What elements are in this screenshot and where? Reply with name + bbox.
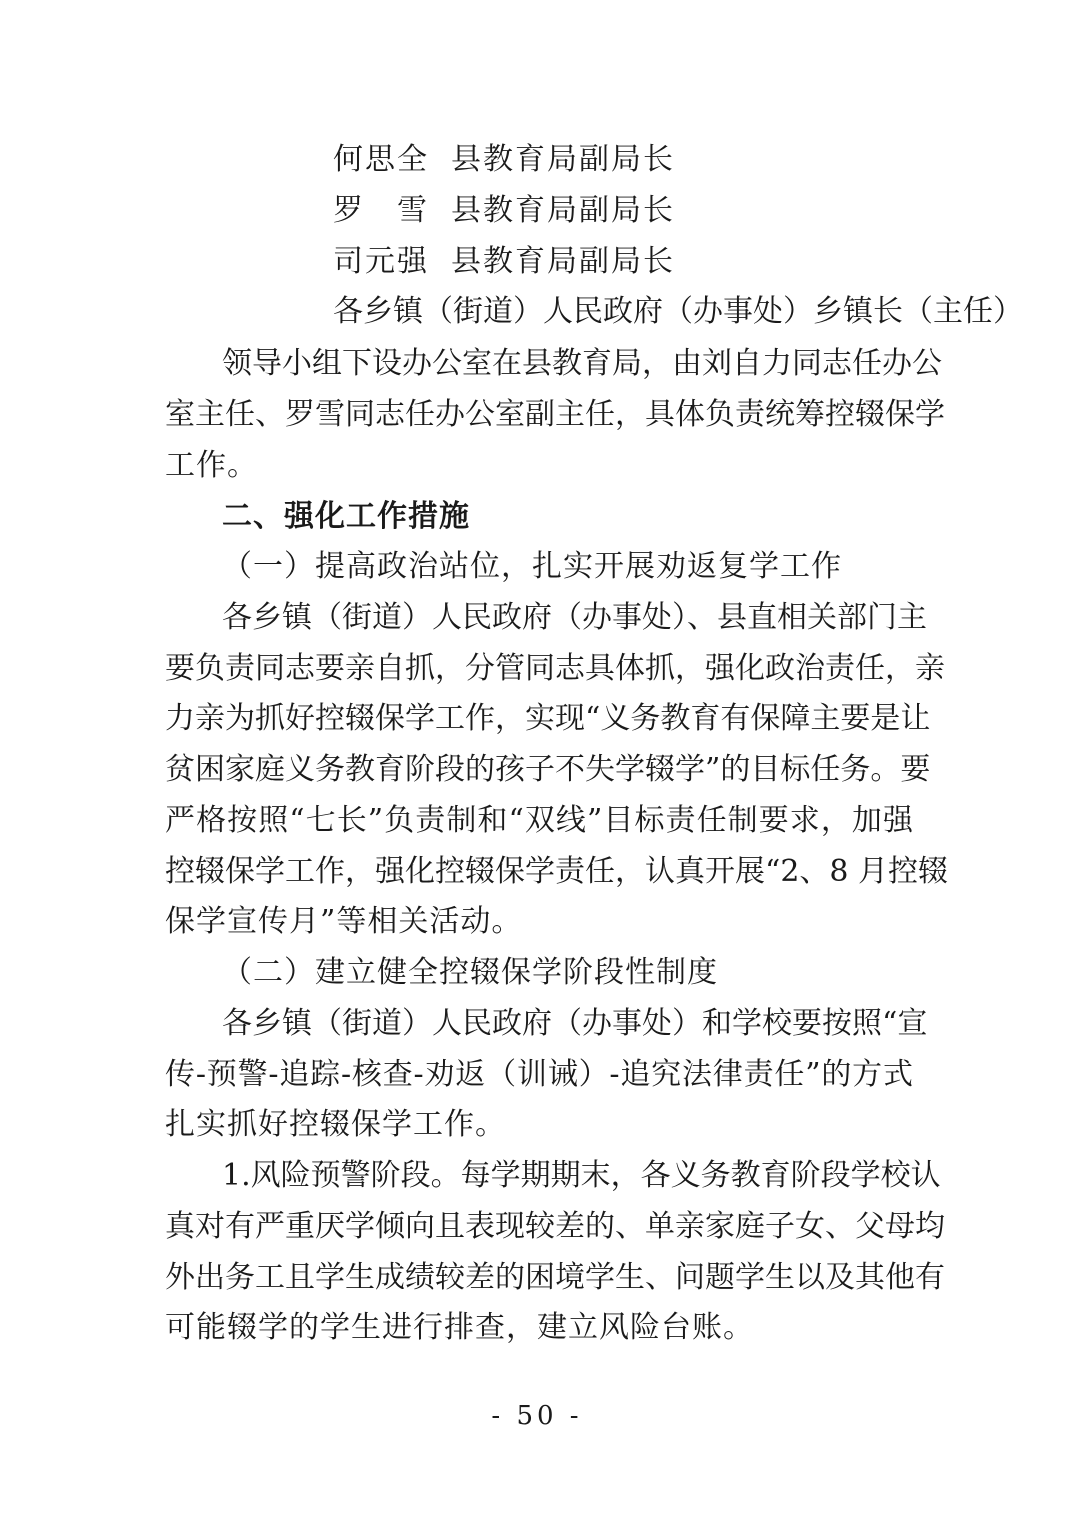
paragraph-line: 要负责同志要亲自抓，分管同志具体抓，强化政治责任，亲 bbox=[165, 651, 945, 686]
member-name: 司元强 bbox=[333, 244, 429, 279]
member-row bbox=[333, 191, 675, 231]
paragraph-line: 保学宣传月”等相关活动。 bbox=[165, 904, 523, 939]
paragraph-line: 外出务工且学生成绩较差的困境学生、问题学生以及其他有 bbox=[165, 1260, 945, 1295]
member-title: 县教育局副局长 bbox=[451, 142, 675, 177]
paragraph-line: 各乡镇（街道）人民政府（办事处）和学校要按照“宣 bbox=[222, 1006, 928, 1041]
paragraph-line: 1.风险预警阶段。每学期期末，各义务教育阶段学校认 bbox=[222, 1158, 941, 1193]
paragraph-line: 室主任、罗雪同志任办公室副主任，具体负责统筹控辍保学 bbox=[165, 397, 945, 432]
paragraph-line: 领导小组下设办公室在县教育局，由刘自力同志任办公 bbox=[222, 346, 942, 381]
paragraph-line: 各乡镇（街道）人民政府（办事处）、县直相关部门主 bbox=[222, 600, 927, 635]
member-row bbox=[333, 242, 675, 282]
paragraph-line: 贫困家庭义务教育阶段的孩子不失学辍学”的目标任务。要 bbox=[165, 752, 931, 787]
section-heading: 二、强化工作措施 bbox=[222, 499, 470, 534]
paragraph-line: 真对有严重厌学倾向且表现较差的、单亲家庭子女、父母均 bbox=[165, 1209, 945, 1244]
member-name: 罗 雪 bbox=[333, 193, 429, 228]
paragraph-line: 可能辍学的学生进行排查，建立风险台账。 bbox=[165, 1310, 754, 1345]
paragraph-line: 传-预警-追踪-核查-劝返（训诫）-追究法律责任”的方式 bbox=[165, 1057, 913, 1092]
paragraph-line: 力亲为抓好控辍保学工作，实现“义务教育有保障主要是让 bbox=[165, 701, 931, 736]
member-title: 县教育局副局长 bbox=[451, 193, 675, 228]
member-title: 县教育局副局长 bbox=[451, 244, 675, 279]
subsection-heading: （二）建立健全控辍保学阶段性制度 bbox=[222, 955, 718, 990]
paragraph-line: 工作。 bbox=[165, 448, 258, 483]
member-row bbox=[333, 140, 675, 180]
paragraph-line: 严格按照“七长”负责制和“双线”目标责任制要求，加强 bbox=[165, 803, 913, 838]
paragraph-line: 扎实抓好控辍保学工作。 bbox=[165, 1107, 506, 1142]
member-extra: 各乡镇（街道）人民政府（办事处）乡镇长（主任） bbox=[333, 294, 1023, 329]
subsection-heading: （一）提高政治站位，扎实开展劝返复学工作 bbox=[222, 549, 842, 584]
member-name: 何思全 bbox=[333, 142, 429, 177]
paragraph-line: 控辍保学工作，强化控辍保学责任，认真开展“2、8 月控辍 bbox=[165, 854, 949, 889]
page-number: - 50 - bbox=[491, 1401, 583, 1431]
